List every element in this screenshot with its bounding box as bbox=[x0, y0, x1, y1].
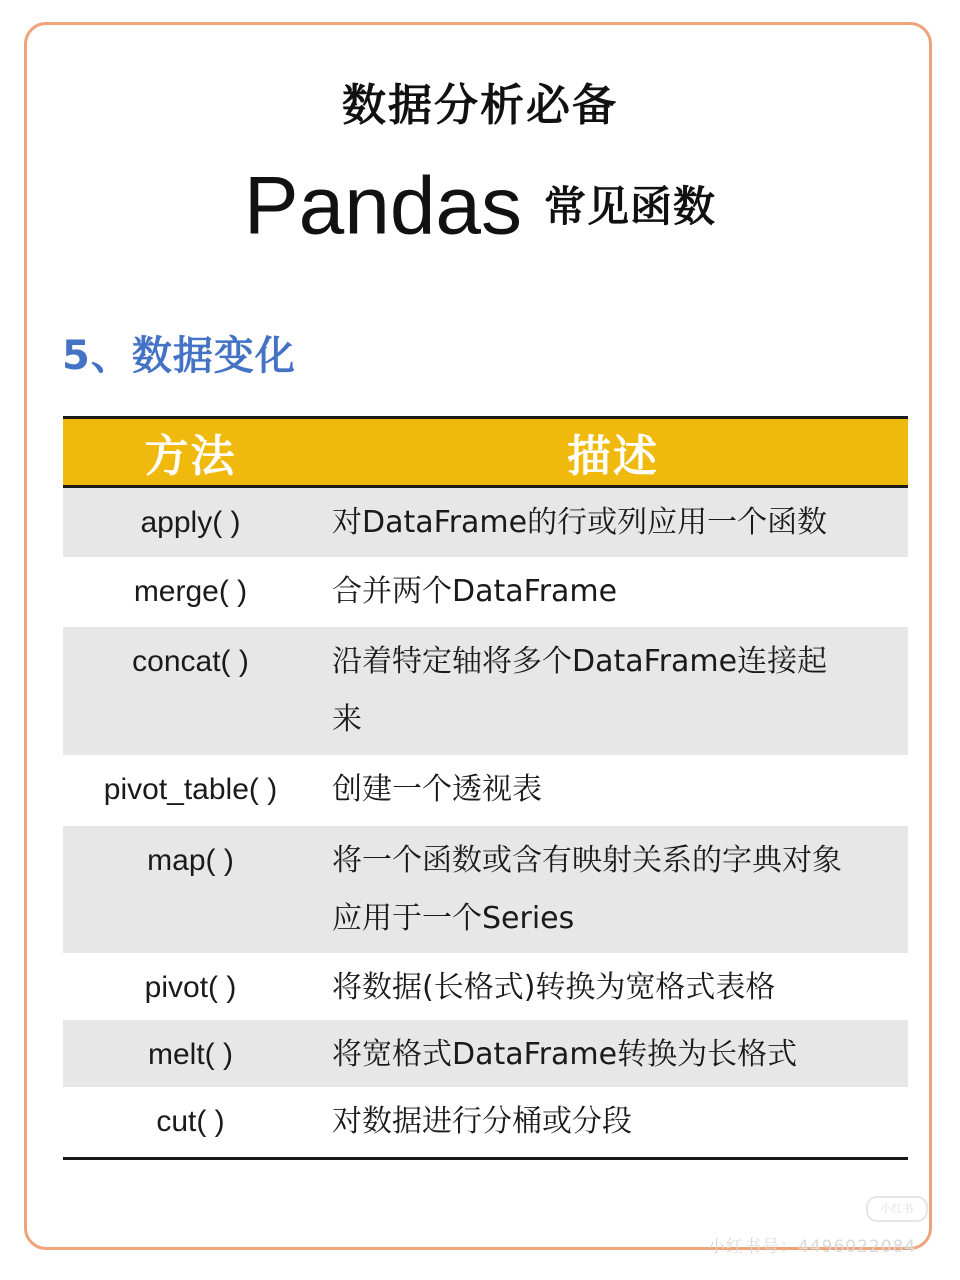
description-cell bbox=[318, 1020, 878, 1084]
description-cell bbox=[318, 826, 878, 948]
watermark-text: 小红书号：4496022084 bbox=[708, 1237, 917, 1257]
description-line: 对DataFrame的行或列应用一个函数 bbox=[332, 505, 828, 540]
method-cell: apply( ) bbox=[140, 506, 241, 539]
method-cell: pivot( ) bbox=[144, 971, 237, 1004]
table-row bbox=[63, 1087, 908, 1157]
table-row bbox=[63, 953, 908, 1020]
table-row bbox=[63, 1020, 908, 1087]
description-cell bbox=[318, 953, 878, 1017]
page-title bbox=[0, 158, 960, 255]
table-row bbox=[63, 826, 908, 953]
description-line: 将宽格式DataFrame转换为长格式 bbox=[332, 1037, 798, 1072]
title-pandas: Pandas bbox=[243, 160, 523, 252]
method-cell: map( ) bbox=[147, 844, 234, 877]
description-cell bbox=[318, 1087, 878, 1151]
description-line: 将数据(长格式)转换为宽格式表格 bbox=[332, 970, 776, 1005]
description-line: 创建一个透视表 bbox=[332, 772, 542, 807]
title-subtitle: 常见函数 bbox=[544, 181, 717, 231]
description-cell bbox=[318, 755, 878, 819]
description-line: 将一个函数或含有映射关系的字典对象 bbox=[332, 843, 842, 878]
watermark-logo: 小红书 bbox=[866, 1196, 928, 1222]
table-row bbox=[63, 755, 908, 826]
page-title-top: 数据分析必备 bbox=[342, 80, 618, 131]
description-cell bbox=[318, 557, 878, 621]
description-line: 应用于一个Series bbox=[332, 901, 575, 936]
description-line: 合并两个DataFrame bbox=[332, 574, 618, 609]
table-row bbox=[63, 557, 908, 627]
method-cell: merge( ) bbox=[133, 575, 248, 608]
method-cell: concat( ) bbox=[132, 645, 249, 678]
table-row bbox=[63, 488, 908, 557]
description-cell bbox=[318, 627, 878, 749]
description-line: 沿着特定轴将多个DataFrame连接起 bbox=[332, 644, 828, 679]
section-heading: 5、数据变化 bbox=[62, 333, 296, 379]
column-header-method: 方法 bbox=[144, 431, 237, 482]
functions-table bbox=[63, 416, 908, 1160]
column-header-description: 描述 bbox=[567, 431, 659, 482]
description-line: 来 bbox=[332, 702, 362, 737]
method-cell: cut( ) bbox=[156, 1105, 225, 1138]
description-cell bbox=[318, 488, 878, 552]
table-header bbox=[63, 416, 908, 488]
description-line: 对数据进行分桶或分段 bbox=[332, 1104, 632, 1139]
method-cell: pivot_table( ) bbox=[103, 773, 278, 806]
table-row bbox=[63, 627, 908, 755]
table-bottom-rule bbox=[63, 1157, 908, 1160]
method-cell: melt( ) bbox=[148, 1038, 233, 1071]
